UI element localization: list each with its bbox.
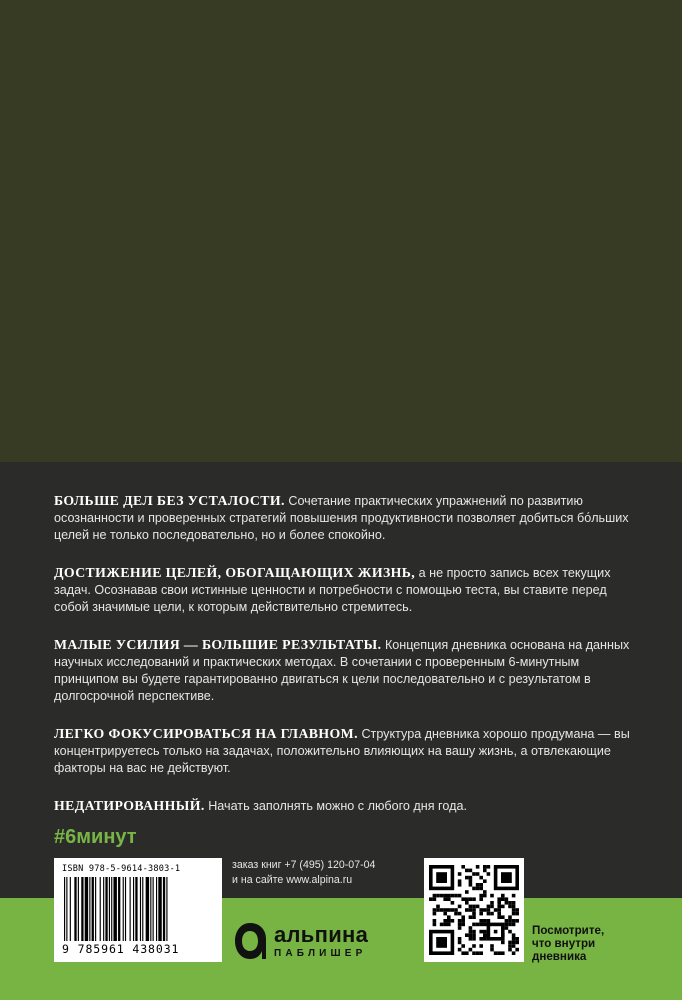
blurb-list	[54, 492, 634, 835]
qr-module	[487, 872, 491, 876]
qr-module	[476, 951, 480, 955]
blurb-text: а не просто запись всех текущих задач. Осознавав свои истинные ценности и потребности с помощью теста, вы ставите перед собой значимые цели, к которым действительно стремитесь.	[54, 566, 611, 614]
qr-module	[436, 872, 447, 883]
qr-module	[512, 941, 516, 945]
qr-module	[501, 897, 505, 901]
barcode-bar	[153, 877, 154, 941]
barcode-bar	[140, 877, 141, 941]
qr-module	[469, 937, 473, 941]
qr-module	[451, 894, 455, 898]
qr-module	[512, 923, 516, 927]
qr-module	[508, 919, 512, 923]
barcode-bar	[125, 877, 126, 941]
qr-module	[512, 919, 516, 923]
barcode-bar	[70, 877, 71, 941]
qr-module	[508, 930, 512, 934]
qr-caption-line: дневника	[532, 950, 587, 963]
qr-module	[472, 872, 476, 876]
qr-module	[469, 908, 473, 912]
blurb-lead: ДОСТИЖЕНИЕ ЦЕЛЕЙ, ОБОГАЩАЮЩИХ ЖИЗНЬ,	[54, 565, 416, 580]
qr-module	[461, 951, 465, 955]
qr-module	[465, 951, 469, 955]
qr-module	[479, 951, 483, 955]
qr-code[interactable]	[424, 858, 524, 962]
qr-module	[483, 933, 487, 937]
barcode-bar	[163, 877, 165, 941]
hashtag: #6минут	[54, 826, 137, 848]
qr-module	[458, 941, 462, 945]
qr-module	[458, 948, 462, 952]
qr-module	[497, 897, 501, 901]
qr-module	[469, 915, 473, 919]
qr-caption	[532, 924, 662, 963]
qr-module	[458, 872, 462, 876]
qr-module	[465, 869, 469, 873]
qr-module	[505, 901, 509, 905]
qr-module	[483, 869, 487, 873]
qr-module	[469, 897, 473, 901]
qr-module	[454, 912, 458, 916]
qr-module	[483, 930, 487, 934]
barcode-bar	[109, 877, 110, 941]
barcode-bar	[66, 877, 67, 941]
qr-module	[497, 912, 501, 916]
qr-module	[433, 919, 437, 923]
barcode-bar	[158, 877, 161, 941]
qr-module	[479, 923, 483, 927]
qr-module	[512, 908, 516, 912]
barcode-bar	[92, 877, 94, 941]
qr-module	[515, 941, 519, 945]
qr-module	[443, 919, 447, 923]
qr-module	[472, 915, 476, 919]
barcode-bar	[113, 877, 116, 941]
qr-module	[512, 937, 516, 941]
qr-module	[472, 905, 476, 909]
qr-module	[465, 908, 469, 912]
qr-module	[479, 897, 483, 901]
qr-module	[436, 908, 440, 912]
qr-module	[508, 941, 512, 945]
barcode-bar	[89, 877, 90, 941]
qr-module	[461, 923, 465, 927]
qr-module	[472, 912, 476, 916]
qr-module	[515, 919, 519, 923]
qr-module	[440, 894, 444, 898]
qr-module	[490, 912, 494, 916]
qr-module	[515, 937, 519, 941]
qr-code-icon	[429, 865, 519, 955]
qr-module	[479, 930, 483, 934]
barcode	[54, 858, 222, 962]
qr-module	[458, 923, 462, 927]
qr-module	[433, 897, 437, 901]
qr-module	[447, 919, 451, 923]
qr-module	[433, 908, 437, 912]
blurb-lead: ЛЕГКО ФОКУСИРОВАТЬСЯ НА ГЛАВНОМ.	[54, 726, 358, 741]
barcode-bar	[78, 877, 79, 941]
barcode-bar	[64, 877, 65, 941]
qr-module	[472, 908, 476, 912]
qr-module	[469, 876, 473, 880]
qr-module	[476, 923, 480, 927]
qr-module	[451, 901, 455, 905]
qr-module	[512, 951, 516, 955]
publisher-logo	[232, 918, 368, 964]
blurb-lead: БОЛЬШЕ ДЕЛ БЕЗ УСТАЛОСТИ.	[54, 493, 285, 508]
qr-module	[508, 923, 512, 927]
qr-module	[433, 894, 437, 898]
barcode-bar	[130, 877, 131, 941]
qr-module	[497, 951, 501, 955]
qr-module	[479, 883, 483, 887]
qr-module	[461, 915, 465, 919]
order-info	[232, 858, 375, 888]
qr-module	[508, 948, 512, 952]
qr-module	[447, 897, 451, 901]
qr-module	[479, 919, 483, 923]
barcode-bar	[105, 877, 107, 941]
barcode-bar	[103, 877, 104, 941]
blurb-4	[54, 725, 634, 777]
qr-module	[472, 933, 476, 937]
barcode-bar	[142, 877, 143, 941]
barcode-bar	[74, 877, 76, 941]
qr-module	[501, 951, 505, 955]
order-site: и на сайте www.alpina.ru	[232, 874, 353, 886]
qr-module	[494, 930, 498, 934]
qr-module	[505, 923, 509, 927]
barcode-bar	[156, 877, 157, 941]
qr-module	[472, 944, 476, 948]
qr-module	[501, 941, 505, 945]
qr-module	[469, 905, 473, 909]
qr-module	[443, 897, 447, 901]
order-phone: заказ книг +7 (495) 120-07-04	[232, 859, 376, 871]
qr-module	[483, 919, 487, 923]
qr-module	[505, 897, 509, 901]
qr-module	[483, 879, 487, 883]
qr-module	[483, 865, 487, 869]
qr-module	[461, 897, 465, 901]
qr-module	[479, 937, 483, 941]
qr-module	[479, 887, 483, 891]
blurb-text: Структура дневника хорошо продумана — вы концентрируетесь только на задачах, положительно влияющих на вашу жизнь, а отвлекающие факторы на вас не действуют.	[54, 727, 630, 775]
qr-module	[487, 908, 491, 912]
barcode-bar	[146, 877, 149, 941]
qr-module	[490, 905, 494, 909]
qr-module	[512, 894, 516, 898]
barcode-bar	[118, 877, 120, 941]
barcode-bar	[166, 877, 167, 941]
qr-module	[483, 894, 487, 898]
cover-olive-panel	[0, 0, 682, 462]
qr-module	[443, 908, 447, 912]
barcode-bar	[111, 877, 112, 941]
publisher-logo-icon	[232, 921, 268, 961]
qr-module	[440, 908, 444, 912]
qr-module	[447, 908, 451, 912]
qr-module	[433, 923, 437, 927]
qr-module	[497, 901, 501, 905]
qr-module	[479, 944, 483, 948]
qr-module	[490, 894, 494, 898]
qr-module	[469, 883, 473, 887]
qr-module	[505, 926, 509, 930]
qr-module	[451, 919, 455, 923]
qr-module	[483, 937, 487, 941]
qr-module	[515, 908, 519, 912]
blurb-1	[54, 492, 634, 544]
qr-module	[465, 901, 469, 905]
qr-module	[443, 923, 447, 927]
qr-module	[476, 905, 480, 909]
qr-module	[458, 894, 462, 898]
qr-module	[469, 948, 473, 952]
qr-module	[433, 912, 437, 916]
qr-module	[469, 879, 473, 883]
barcode-bar	[123, 877, 124, 941]
qr-module	[508, 905, 512, 909]
qr-module	[458, 879, 462, 883]
barcode-bar	[85, 877, 88, 941]
barcode-digits: 9 785961 438031	[62, 942, 180, 956]
barcode-bar	[133, 877, 134, 941]
qr-module	[465, 897, 469, 901]
qr-module	[469, 926, 473, 930]
qr-module	[476, 887, 480, 891]
qr-module	[429, 897, 433, 901]
qr-caption-line: что внутри	[532, 937, 596, 950]
qr-module	[458, 912, 462, 916]
qr-module	[458, 883, 462, 887]
qr-module	[483, 923, 487, 927]
qr-module	[476, 865, 480, 869]
qr-module	[476, 883, 480, 887]
qr-module	[512, 905, 516, 909]
qr-module	[472, 937, 476, 941]
qr-module	[487, 919, 491, 923]
qr-module	[472, 923, 476, 927]
qr-module	[440, 923, 444, 927]
qr-module	[472, 951, 476, 955]
qr-module	[469, 869, 473, 873]
barcode-bar	[100, 877, 101, 941]
qr-module	[512, 933, 516, 937]
qr-module	[469, 930, 473, 934]
qr-module	[501, 915, 505, 919]
qr-module	[454, 908, 458, 912]
qr-module	[497, 905, 501, 909]
qr-module	[487, 912, 491, 916]
blurb-text: Сочетание практических упражнений по развитию осознанности и проверенных стратегий повышения продуктивности позволяет добиться бо́льших целей не только последовательно, но и более спокойно.	[54, 494, 629, 542]
qr-module	[458, 937, 462, 941]
qr-module	[458, 905, 462, 909]
qr-module	[508, 944, 512, 948]
qr-module	[465, 890, 469, 894]
qr-module	[479, 908, 483, 912]
qr-module	[472, 897, 476, 901]
qr-module	[483, 908, 487, 912]
qr-module	[461, 944, 465, 948]
qr-module	[443, 912, 447, 916]
qr-caption-line: Посмотрите,	[532, 924, 605, 937]
qr-module	[447, 915, 451, 919]
qr-module	[458, 926, 462, 930]
qr-module	[465, 876, 469, 880]
isbn-label: ISBN 978-5-9614-3803-1	[62, 864, 181, 874]
qr-module	[483, 890, 487, 894]
qr-module	[508, 915, 512, 919]
blurb-2	[54, 564, 634, 616]
qr-module	[505, 919, 509, 923]
qr-module	[497, 908, 501, 912]
qr-module	[501, 872, 512, 883]
blurb-5	[54, 797, 634, 815]
qr-module	[508, 901, 512, 905]
blurb-lead: МАЛЫЕ УСИЛИЯ — БОЛЬШИЕ РЕЗУЛЬТАТЫ.	[54, 637, 382, 652]
qr-module	[490, 901, 494, 905]
qr-module	[472, 887, 476, 891]
publisher-subtitle: ПАБЛИШЕР	[274, 947, 367, 959]
qr-module	[512, 944, 516, 948]
qr-module	[490, 948, 494, 952]
qr-module	[476, 872, 480, 876]
publisher-name: альпина	[274, 921, 369, 947]
qr-module	[461, 919, 465, 923]
barcode-bar	[135, 877, 137, 941]
qr-module	[469, 933, 473, 937]
qr-module	[515, 948, 519, 952]
qr-module	[512, 901, 516, 905]
qr-module	[494, 908, 498, 912]
qr-module	[487, 865, 491, 869]
qr-module	[461, 865, 465, 869]
qr-module	[479, 876, 483, 880]
qr-module	[515, 912, 519, 916]
qr-module	[458, 919, 462, 923]
qr-module	[501, 905, 505, 909]
qr-module	[454, 894, 458, 898]
qr-module	[436, 937, 447, 948]
barcode-bars	[62, 877, 214, 941]
qr-module	[443, 894, 447, 898]
qr-module	[479, 912, 483, 916]
qr-module	[451, 908, 455, 912]
qr-module	[494, 951, 498, 955]
qr-module	[512, 912, 516, 916]
qr-module	[472, 930, 476, 934]
blurb-text: Концепция дневника основана на данных научных исследований и практических методах. В сочетании с проверенным 6-минутным принципом вы будете гарантированно двигаться к цели последовательно и с результатом в долгосрочной перспективе.	[54, 638, 630, 703]
barcode-bar	[81, 877, 83, 941]
qr-module	[479, 894, 483, 898]
qr-module	[447, 923, 451, 927]
barcode-bar	[150, 877, 151, 941]
blurb-text: Начать заполнять можно с любого дня года.	[208, 799, 467, 813]
qr-module	[501, 894, 505, 898]
qr-module	[436, 905, 440, 909]
qr-module	[436, 894, 440, 898]
qr-module	[497, 915, 501, 919]
qr-module	[447, 894, 451, 898]
qr-module	[465, 933, 469, 937]
qr-module	[487, 905, 491, 909]
blurb-3	[54, 636, 634, 705]
blurb-lead: НЕДАТИРОВАННЫЙ.	[54, 798, 205, 813]
barcode-bar	[95, 877, 96, 941]
qr-module	[490, 944, 494, 948]
